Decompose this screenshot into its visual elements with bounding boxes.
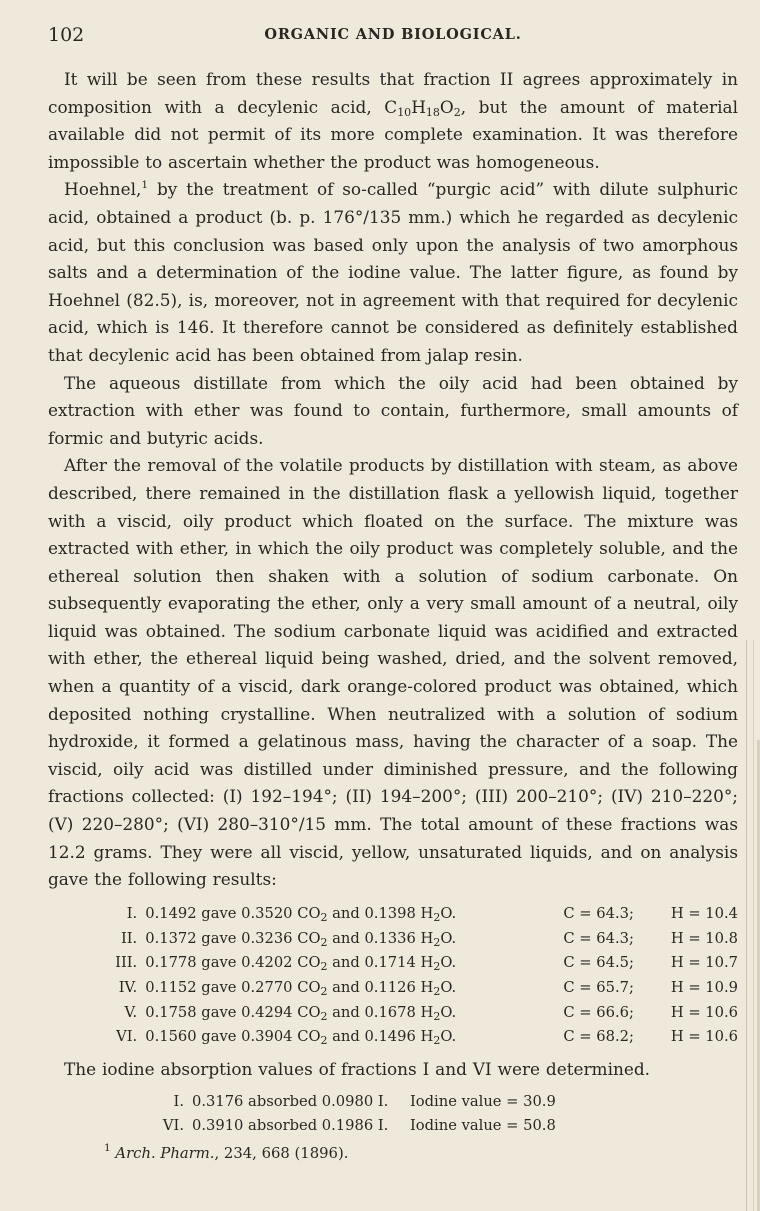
- paragraph-steam-distillation: After the removal of the volatile products by distillation with steam, as above described, there remained in the distillation flask a yellowish liquid, together with a viscid, oily product which floated on the surface. The mixture was extracted with ether, in which the oily product was completely soluble, and the ethereal solution then shaken with a solution of sodium carbonate. On subsequently evaporating the ether, only a very small amount of a neutral, oily liquid was obtained. The sodium carbonate liquid was acidified and extracted with ether, the ethereal liquid being washed, dried, and the solvent removed, when a quantity of a viscid, dark orange-colored product was obtained, which deposited nothing crystalline. When neutralized with a solution of sodium hydroxide, it formed a gelatinous mass, having the character of a soap. The viscid, oily acid was distilled under diminished pressure, and the following fractions collected: (I) 192–194°; (II) 194–200°; (III) 200–210°; (IV) 210–220°; (V) 220–280°; (VI) 280–310°/15 mm. The total amount of these fractions was 12.2 grams. They were all viscid, yellow, unsaturated liquids, and on analysis gave the following results:: [48, 455, 738, 890]
- hydrogen-percent: H = 10.4: [670, 904, 738, 922]
- hydrogen-percent: H = 10.6: [670, 1028, 738, 1046]
- carbon-percent: C = 66.6;: [563, 1003, 634, 1021]
- combustion-data: 0.1152 gave 0.2770 $CO_2$ and 0.1126 $H_2O$.: [145, 978, 457, 998]
- page-edge: [746, 640, 754, 1211]
- iodine-row: [158, 1114, 738, 1139]
- page-body: [48, 66, 738, 1162]
- result-row: [104, 976, 738, 1001]
- fraction-label: IV.: [118, 978, 138, 996]
- paragraph-hoehnel: Hoehnel,$^1$ by the treatment of so-called “purgic acid” with dilute sulphuric acid, obtained a product (b. p. 176°/135 mm.) which he regarded as decylenic acid, but this conclusion was based only upon the analysis of two amorphous salts and a determination of the iodine value. The latter figure, as found by Hoehnel (82.5), is, moreover, not in agreement with that required for decylenic acid, which is 146. It therefore cannot be considered as definitely established that decylenic acid has been obtained from jalap resin.: [48, 179, 738, 365]
- fraction-label: V.: [124, 1003, 138, 1021]
- fraction-label: III.: [115, 954, 138, 972]
- carbon-percent: C = 64.5;: [563, 954, 634, 972]
- iodine-row: [158, 1090, 738, 1115]
- hydrogen-percent: H = 10.6: [670, 1003, 738, 1021]
- combustion-data: 0.1372 gave 0.3236 $CO_2$ and 0.1336 $H_2O$.: [145, 929, 457, 949]
- hydrogen-percent: H = 10.8: [670, 929, 738, 947]
- fraction-label: VI.: [116, 1028, 138, 1046]
- result-row: [104, 927, 738, 952]
- absorption-data: 0.3910 absorbed 0.1986 I.: [192, 1117, 389, 1135]
- result-row: [104, 902, 738, 927]
- iodine-value: Iodine value = 50.8: [410, 1117, 556, 1135]
- iodine-value: Iodine value = 30.9: [410, 1092, 556, 1110]
- running-title: ORGANIC AND BIOLOGICAL.: [264, 26, 522, 43]
- analysis-results: [104, 902, 738, 1050]
- book-page: [48, 22, 738, 1162]
- paragraph-aqueous-distillate: The aqueous distillate from which the oily acid had been obtained by extraction with ether was found to contain, furthermore, small amounts of formic and butyric acids.: [48, 372, 738, 448]
- combustion-data: 0.1492 gave 0.3520 $CO_2$ and 0.1398 $H_2O$.: [145, 904, 457, 924]
- decylenic-formula: $C_{10}H_{18}O_2$: [384, 96, 461, 119]
- hydrogen-percent: H = 10.7: [670, 954, 738, 972]
- result-row: [104, 1025, 738, 1050]
- carbon-percent: C = 64.3;: [563, 929, 634, 947]
- paragraph-fraction-ii: It will be seen from these results that fraction II agrees approximately in composition with a decylenic acid, $C_{10}H_{18}O_2$, but the amount of material available did not permit of its more complete examination. It was therefore impossible to ascertain whether the product was homogeneous.: [48, 69, 738, 172]
- iodine-values: [158, 1090, 738, 1139]
- footnote: $^1$ Arch. Pharm., 234, 668 (1896).: [104, 1141, 349, 1162]
- paragraph-iodine: The iodine absorption values of fractions I and VI were determined.: [64, 1059, 651, 1080]
- combustion-data: 0.1560 gave 0.3904 $CO_2$ and 0.1496 $H_2O$.: [145, 1028, 457, 1048]
- absorption-data: 0.3176 absorbed 0.0980 I.: [192, 1092, 389, 1110]
- fraction-label: I.: [173, 1092, 184, 1110]
- page-header: [48, 22, 738, 48]
- hydrogen-percent: H = 10.9: [670, 978, 738, 996]
- result-row: [104, 1001, 738, 1026]
- combustion-data: 0.1758 gave 0.4294 $CO_2$ and 0.1678 $H_2O$.: [145, 1003, 457, 1023]
- combustion-data: 0.1778 gave 0.4202 $CO_2$ and 0.1714 $H_2O$.: [145, 954, 457, 974]
- page-number: 102: [48, 24, 85, 46]
- result-row: [104, 951, 738, 976]
- fraction-label: VI.: [162, 1117, 184, 1135]
- carbon-percent: C = 64.3;: [563, 904, 634, 922]
- carbon-percent: C = 65.7;: [563, 978, 634, 996]
- footnote-marker: 1: [141, 179, 149, 192]
- fraction-label: II.: [120, 929, 138, 947]
- fraction-label: I.: [126, 904, 138, 922]
- carbon-percent: C = 68.2;: [563, 1028, 634, 1046]
